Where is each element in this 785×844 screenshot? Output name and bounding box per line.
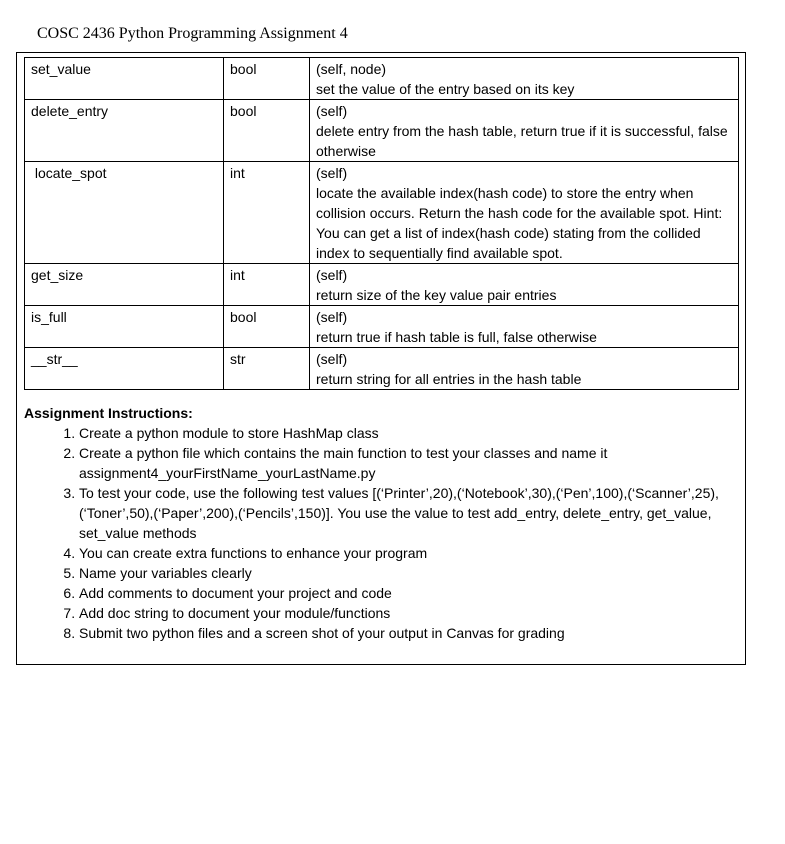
list-item: 5. Name your variables clearly [79,563,739,583]
instructions-title: Assignment Instructions: [24,405,193,421]
method-params: (self) [316,165,348,181]
method-desc-text: locate the available index(hash code) to store the entry when collision occurs. Return the hash code for the available spot. Hint: You can get a list of index(hash code) stating from the collided index to sequentially find available spot. [316,185,723,261]
table-row [25,100,739,162]
method-params: (self) [316,351,348,367]
method-description [310,264,739,306]
method-name: get_size [25,264,224,306]
method-return-type: str [224,348,310,390]
method-name: delete_entry [25,100,224,162]
method-return-type: bool [224,306,310,348]
list-item: 8. Submit two python files and a screen shot of your output in Canvas for grading [79,623,739,643]
list-item: 3. To test your code, use the following test values [(‘Printer’,20),(‘Notebook’,30),(‘Pen’,100),(‘Scanner’,25),(‘Toner’,50),(‘Paper’,200),(‘Pencils’,150)]. You use the value to test add_entry, delete_entry, get_value, set_value methods [79,483,739,543]
list-item: 2. Create a python file which contains the main function to test your classes and name it assignment4_yourFirstName_yourLastName.py [79,443,739,483]
list-item: 4. You can create extra functions to enhance your program [79,543,739,563]
method-params: (self) [316,309,348,325]
instructions-list [24,423,739,643]
method-name: __str__ [25,348,224,390]
method-description [310,100,739,162]
method-return-type: int [224,264,310,306]
method-name: is_full [25,306,224,348]
method-params: (self, node) [316,61,387,77]
list-item: 6. Add comments to document your project and code [79,583,739,603]
method-desc-text: set the value of the entry based on its key [316,81,575,97]
table-row [25,264,739,306]
method-return-type: bool [224,100,310,162]
method-params: (self) [316,103,348,119]
table-row [25,306,739,348]
method-return-type: bool [224,58,310,100]
table-row [25,348,739,390]
table-row [25,162,739,264]
list-item: 7. Add doc string to document your module/functions [79,603,739,623]
document-title: COSC 2436 Python Programming Assignment 4 [37,25,348,42]
method-desc-text: delete entry from the hash table, return true if it is successful, false otherwise [316,123,728,159]
method-return-type: int [224,162,310,264]
method-description [310,58,739,100]
method-description [310,348,739,390]
method-name: locate_spot [25,162,224,264]
table-row [25,58,739,100]
method-description [310,306,739,348]
method-params: (self) [316,267,348,283]
assignment-instructions [24,403,739,643]
method-desc-text: return size of the key value pair entries [316,287,557,303]
list-item: 1. Create a python module to store HashMap class [79,423,739,443]
method-desc-text: return string for all entries in the hash table [316,371,582,387]
method-description [310,162,739,264]
methods-table [24,57,739,390]
method-name: set_value [25,58,224,100]
method-desc-text: return true if hash table is full, false otherwise [316,329,597,345]
